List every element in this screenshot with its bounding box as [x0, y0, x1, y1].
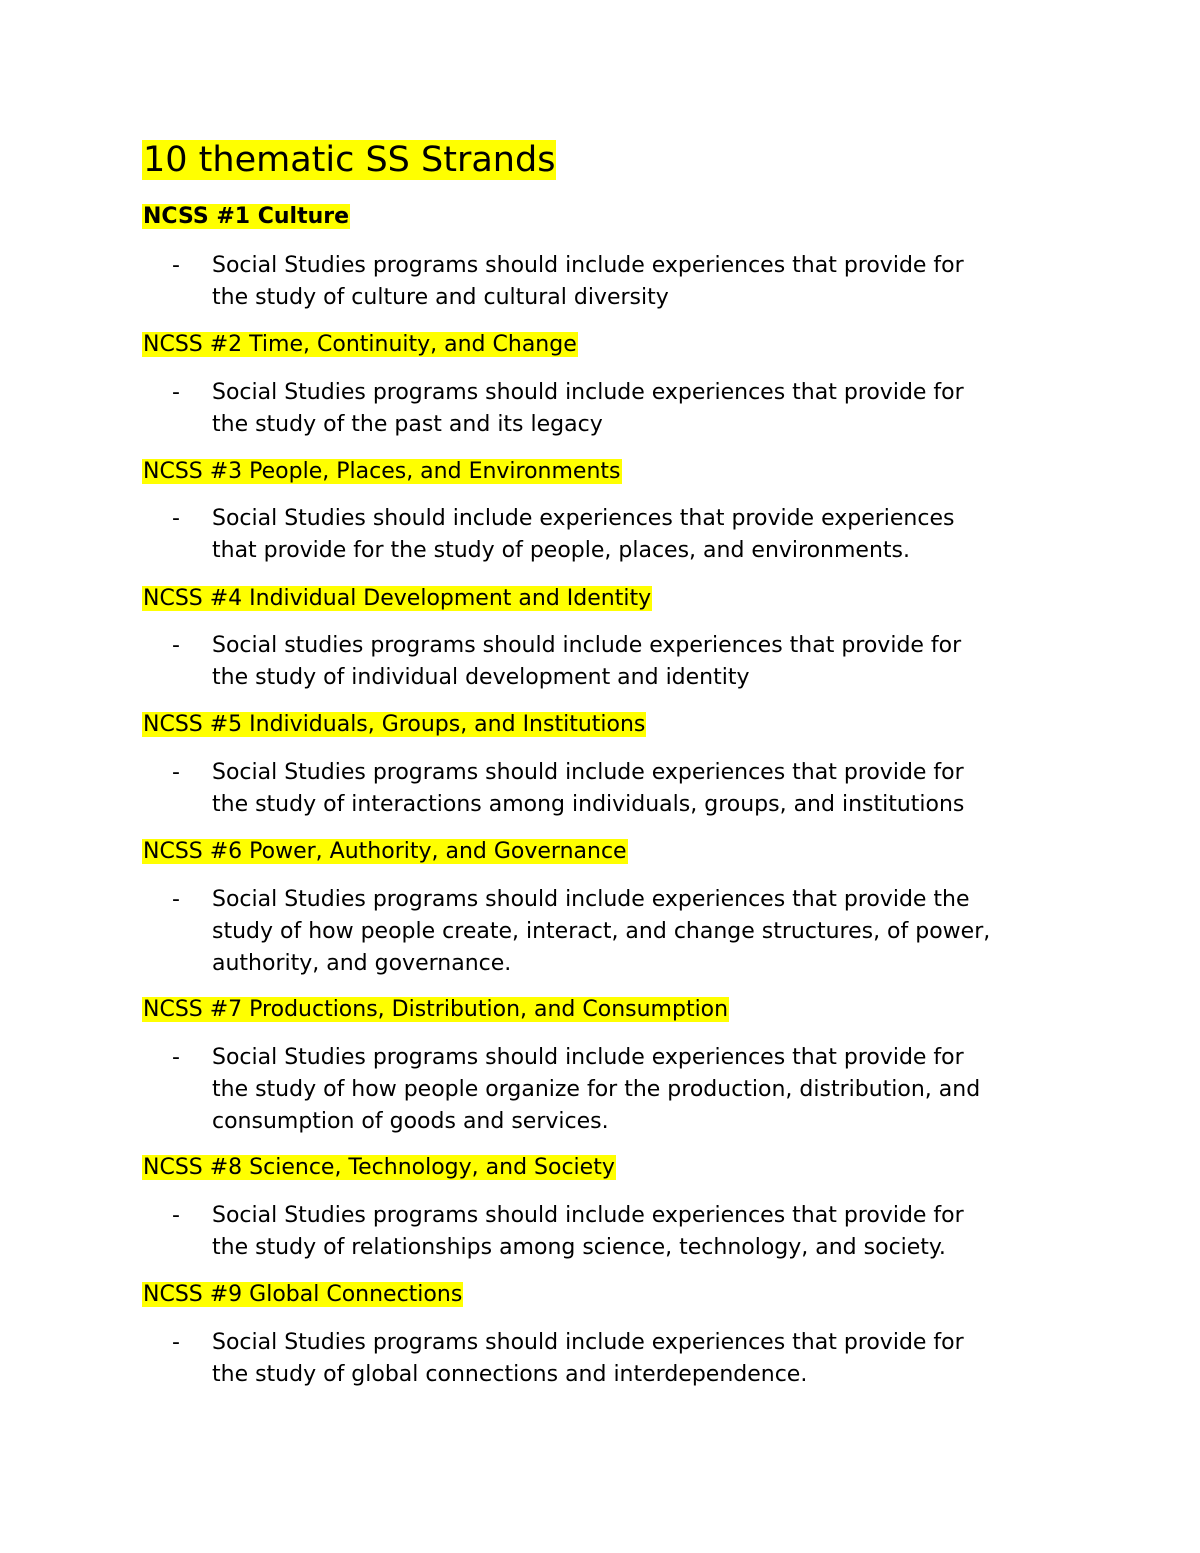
- item-line: authority, and governance.: [212, 951, 512, 976]
- bullet-dash: -: [172, 887, 180, 912]
- bullet-dash: -: [172, 760, 180, 785]
- section-heading: [142, 330, 578, 360]
- section-heading: [142, 584, 652, 614]
- bullet-dash: -: [172, 633, 180, 658]
- list-item: [172, 503, 1052, 567]
- item-line: Social Studies programs should include experiences that provide for: [212, 1203, 964, 1228]
- heading-highlight: NCSS #2 Time, Continuity, and Change: [143, 332, 577, 357]
- list-item: [172, 630, 1052, 694]
- section-heading: [142, 710, 646, 740]
- item-line: the study of culture and cultural diversity: [212, 285, 669, 310]
- section-heading: [142, 995, 729, 1025]
- list-item: [172, 1327, 1052, 1391]
- list-item: [172, 1200, 1052, 1264]
- heading-highlight: NCSS #1 Culture: [143, 204, 350, 229]
- item-text: [212, 503, 1052, 567]
- title-highlight: 10 thematic SS Strands: [143, 140, 556, 180]
- bullet-dash: -: [172, 1045, 180, 1070]
- bullet-dash: -: [172, 1203, 180, 1228]
- item-line: the study of the past and its legacy: [212, 412, 603, 437]
- item-line: Social Studies programs should include experiences that provide for: [212, 380, 964, 405]
- list-item: [172, 250, 1052, 314]
- list-item: [172, 884, 1052, 980]
- item-line: Social Studies programs should include experiences that provide the: [212, 887, 970, 912]
- item-text: [212, 1200, 1052, 1264]
- section-heading: [142, 202, 350, 232]
- item-line: Social Studies programs should include experiences that provide for: [212, 760, 964, 785]
- heading-highlight: NCSS #7 Productions, Distribution, and Consumption: [143, 997, 729, 1022]
- item-line: that provide for the study of people, places, and environments.: [212, 538, 910, 563]
- heading-highlight: NCSS #9 Global Connections: [143, 1282, 463, 1307]
- section-heading: [142, 457, 622, 487]
- bullet-dash: -: [172, 253, 180, 278]
- item-text: [212, 1042, 1052, 1138]
- document-title: [142, 138, 556, 182]
- item-text: [212, 757, 1052, 821]
- item-text: [212, 250, 1052, 314]
- section-heading: [142, 837, 628, 867]
- item-line: the study of interactions among individuals, groups, and institutions: [212, 792, 965, 817]
- bullet-dash: -: [172, 1330, 180, 1355]
- list-item: [172, 377, 1052, 441]
- item-text: [212, 630, 1052, 694]
- item-line: Social Studies programs should include experiences that provide for: [212, 1045, 964, 1070]
- item-line: Social studies programs should include experiences that provide for: [212, 633, 962, 658]
- section-heading: [142, 1280, 463, 1310]
- item-line: consumption of goods and services.: [212, 1109, 609, 1134]
- item-line: the study of global connections and interdependence.: [212, 1362, 808, 1387]
- item-text: [212, 377, 1052, 441]
- item-text: [212, 1327, 1052, 1391]
- item-line: Social Studies programs should include experiences that provide for: [212, 253, 964, 278]
- item-line: the study of how people organize for the production, distribution, and: [212, 1077, 981, 1102]
- list-item: [172, 757, 1052, 821]
- item-line: the study of relationships among science, technology, and society.: [212, 1235, 946, 1260]
- heading-highlight: NCSS #6 Power, Authority, and Governance: [143, 839, 627, 864]
- list-item: [172, 1042, 1052, 1138]
- item-line: Social Studies programs should include experiences that provide for: [212, 1330, 964, 1355]
- heading-highlight: NCSS #3 People, Places, and Environments: [143, 459, 621, 484]
- item-line: Social Studies should include experiences that provide experiences: [212, 506, 955, 531]
- bullet-dash: -: [172, 380, 180, 405]
- heading-highlight: NCSS #5 Individuals, Groups, and Institutions: [143, 712, 646, 737]
- heading-highlight: NCSS #4 Individual Development and Identity: [143, 586, 652, 611]
- section-heading: [142, 1153, 616, 1183]
- heading-highlight: NCSS #8 Science, Technology, and Society: [143, 1155, 615, 1180]
- item-text: [212, 884, 1052, 980]
- item-line: the study of individual development and identity: [212, 665, 750, 690]
- bullet-dash: -: [172, 506, 180, 531]
- item-line: study of how people create, interact, and change structures, of power,: [212, 919, 991, 944]
